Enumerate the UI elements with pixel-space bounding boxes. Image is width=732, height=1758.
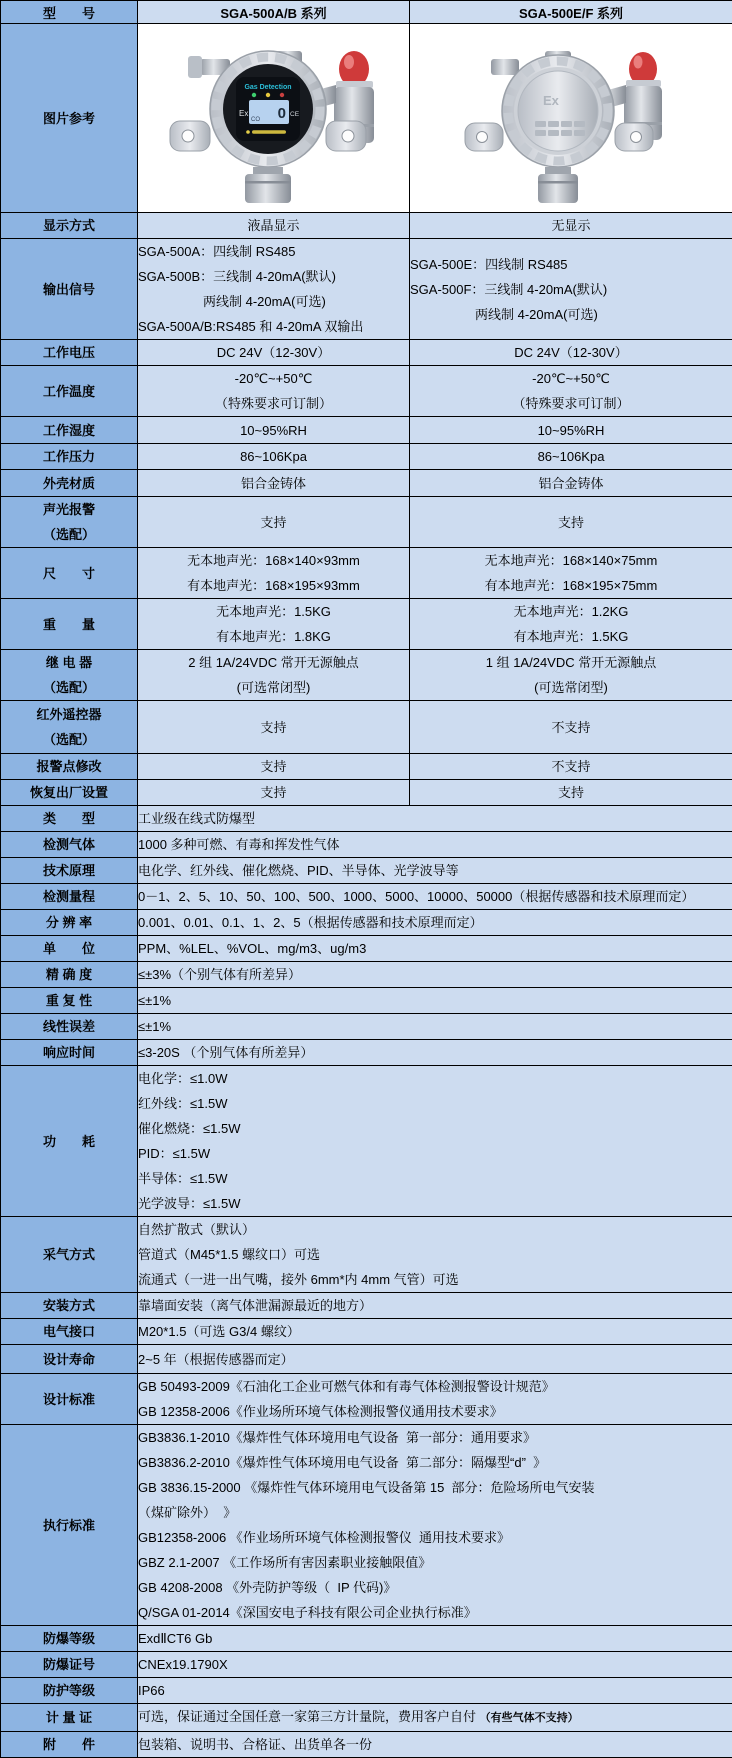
cell-line: 红外遥控器 bbox=[1, 702, 137, 727]
row-response-time bbox=[1, 1040, 732, 1066]
row-factory-reset bbox=[1, 780, 732, 806]
cell-line: 支持 bbox=[138, 510, 409, 535]
cell-line: GB12358-2006 《作业场所环境气体检测报警仪 通用技术要求》 bbox=[138, 1525, 732, 1550]
cell-line: 支持 bbox=[138, 754, 409, 779]
row-label-ir-remote bbox=[1, 701, 138, 754]
cell-line: 分 辨 率 bbox=[1, 910, 137, 935]
cell-line: GB3836.1-2010《爆炸性气体环境用电气设备 第一部分：通用要求》 bbox=[138, 1425, 732, 1450]
cell-line: 支持 bbox=[138, 780, 409, 805]
cell-left-dimensions bbox=[138, 548, 410, 599]
cell-line: （特殊要求可订制） bbox=[410, 391, 732, 416]
cell-line: 1 组 1A/24VDC 常开无源触点 bbox=[410, 650, 732, 675]
cell-line: 支持 bbox=[410, 780, 732, 805]
row-electrical-port bbox=[1, 1319, 732, 1345]
cell-design-life bbox=[138, 1345, 732, 1374]
row-dimensions bbox=[1, 548, 732, 599]
row-label-exproof-grade bbox=[1, 1626, 138, 1652]
row-linearity bbox=[1, 1014, 732, 1040]
cell-line: （煤矿除外） 》 bbox=[138, 1500, 732, 1525]
cell-repeatability bbox=[138, 988, 732, 1014]
cell-line: 半导体：≤1.5W bbox=[138, 1166, 732, 1191]
row-label-pressure bbox=[1, 444, 138, 470]
cell-line: 流通式（一进一出气嘴，接外 6mm*内 4mm 气管）可选 bbox=[138, 1267, 732, 1292]
row-power bbox=[1, 1066, 732, 1217]
cell-line: 无本地声光：1.5KG bbox=[138, 599, 409, 624]
cell-principle bbox=[138, 858, 732, 884]
row-label-sound-light-alarm bbox=[1, 497, 138, 548]
header-model-label: 型 号 bbox=[1, 1, 138, 24]
row-humidity bbox=[1, 417, 732, 444]
cell-line: 管道式（M45*1.5 螺纹口）可选 bbox=[138, 1242, 732, 1267]
cell-line: 0.001、0.01、0.1、1、2、5（根据传感器和技术原理而定） bbox=[138, 910, 732, 935]
cell-line: 工作压力 bbox=[1, 444, 137, 469]
row-gases bbox=[1, 832, 732, 858]
cell-line: 电化学、红外线、催化燃烧、PID、半导体、光学波导等 bbox=[138, 858, 732, 883]
cell-line: 催化燃烧：≤1.5W bbox=[138, 1116, 732, 1141]
cell-line: 继 电 器 bbox=[1, 650, 137, 675]
cell-line: 执行标准 bbox=[1, 1513, 137, 1538]
cell-line: 不支持 bbox=[410, 754, 732, 779]
row-weight bbox=[1, 599, 732, 650]
cell-line: -20℃~+50℃ bbox=[410, 366, 732, 391]
cell-line: 外壳材质 bbox=[1, 471, 137, 496]
cell-line: 图片参考 bbox=[1, 106, 137, 131]
cell-line: 靠墙面安装（离气体泄漏源最近的地方） bbox=[138, 1293, 732, 1318]
row-label-principle bbox=[1, 858, 138, 884]
cell-right-weight bbox=[410, 599, 732, 650]
cell-left-alarm-point-edit bbox=[138, 754, 410, 780]
product-photo-cell-a bbox=[138, 24, 410, 213]
row-label-gases bbox=[1, 832, 138, 858]
cell-line: -20℃~+50℃ bbox=[138, 366, 409, 391]
row-exproof-cert bbox=[1, 1652, 732, 1678]
cell-line bbox=[138, 1704, 732, 1731]
cell-line: 采气方式 bbox=[1, 1242, 137, 1267]
cell-line: （选配） bbox=[1, 522, 137, 547]
cell-right-alarm-point-edit bbox=[410, 754, 732, 780]
row-label-response-time bbox=[1, 1040, 138, 1066]
header-series-ab: SGA-500A/B 系列 bbox=[138, 1, 410, 24]
cell-left-humidity bbox=[138, 417, 410, 444]
lcd-gas-text: CO bbox=[251, 117, 260, 123]
cell-left-output-signal bbox=[138, 239, 410, 340]
cell-installation bbox=[138, 1293, 732, 1319]
product-photo-cell-b bbox=[410, 24, 732, 213]
cell-electrical-port bbox=[138, 1319, 732, 1345]
cell-line: SGA-500A/B:RS485 和 4-20mA 双输出 bbox=[138, 314, 409, 339]
cell-sampling bbox=[138, 1217, 732, 1293]
cell-line: 10~95%RH bbox=[138, 418, 409, 443]
row-repeatability bbox=[1, 988, 732, 1014]
cell-line: 工业级在线式防爆型 bbox=[138, 806, 732, 831]
cell-line: (可选常闭型) bbox=[410, 675, 732, 700]
cell-line: 液晶显示 bbox=[138, 213, 409, 238]
cell-line: 重 复 性 bbox=[1, 988, 137, 1013]
status-led-yellow bbox=[265, 92, 269, 96]
row-label-voltage bbox=[1, 340, 138, 366]
cell-line: 单 位 bbox=[1, 936, 137, 961]
cell-left-housing bbox=[138, 470, 410, 497]
cell-left-pressure bbox=[138, 444, 410, 470]
row-label-units bbox=[1, 936, 138, 962]
cell-response-time bbox=[138, 1040, 732, 1066]
cell-line: 不支持 bbox=[410, 715, 732, 740]
cell-line: ≤±3%（个别气体有所差异） bbox=[138, 962, 732, 987]
cell-line: 铝合金铸体 bbox=[138, 471, 409, 496]
cell-line: SGA-500F：三线制 4-20mA(默认) bbox=[410, 277, 732, 302]
cell-ip-rating bbox=[138, 1678, 732, 1704]
cell-line: 设计标准 bbox=[1, 1387, 137, 1412]
row-ip-rating bbox=[1, 1678, 732, 1704]
row-label-repeatability bbox=[1, 988, 138, 1014]
cell-accuracy bbox=[138, 962, 732, 988]
row-label-image bbox=[1, 24, 138, 213]
cell-right-relay bbox=[410, 650, 732, 701]
cell-line: 精 确 度 bbox=[1, 962, 137, 987]
cell-line: SGA-500E：四线制 RS485 bbox=[410, 252, 732, 277]
cell-line: 1000 多种可燃、有毒和挥发性气体 bbox=[138, 832, 732, 857]
row-temperature bbox=[1, 366, 732, 417]
cell-line: 红外线：≤1.5W bbox=[138, 1091, 732, 1116]
row-label-ip-rating bbox=[1, 1678, 138, 1704]
row-units bbox=[1, 936, 732, 962]
cell-line: 工作电压 bbox=[1, 340, 137, 365]
cell-line: 恢复出厂设置 bbox=[1, 780, 137, 805]
row-voltage bbox=[1, 340, 732, 366]
cell-linearity bbox=[138, 1014, 732, 1040]
row-label-sampling bbox=[1, 1217, 138, 1293]
row-label-resolution bbox=[1, 910, 138, 936]
row-label-electrical-port bbox=[1, 1319, 138, 1345]
cell-left-temperature bbox=[138, 366, 410, 417]
row-label-range bbox=[1, 884, 138, 910]
cell-line: 检测气体 bbox=[1, 832, 137, 857]
cell-line: (可选常闭型) bbox=[138, 675, 409, 700]
detector-b-illustration bbox=[445, 27, 697, 207]
cell-left-sound-light-alarm bbox=[138, 497, 410, 548]
status-led-red bbox=[279, 92, 283, 96]
cell-line: 10~95%RH bbox=[410, 418, 732, 443]
cell-line: 无本地声光：1.2KG bbox=[410, 599, 732, 624]
row-label-type bbox=[1, 806, 138, 832]
cell-line: 线性误差 bbox=[1, 1014, 137, 1039]
cell-line: （特殊要求可订制） bbox=[138, 391, 409, 416]
cell-line: 无本地声光：168×140×75mm bbox=[410, 548, 732, 573]
row-label-relay bbox=[1, 650, 138, 701]
row-label-power bbox=[1, 1066, 138, 1217]
cell-design-standards bbox=[138, 1374, 732, 1425]
row-label-humidity bbox=[1, 417, 138, 444]
cell-line: SGA-500B：三线制 4-20mA(默认) bbox=[138, 264, 409, 289]
row-housing bbox=[1, 470, 732, 497]
cell-line: GB 50493-2009《石油化工企业可燃气体和有毒气体检测报警设计规范》 bbox=[138, 1374, 732, 1399]
cell-line: 自然扩散式（默认） bbox=[138, 1217, 732, 1242]
cell-line: 尺 寸 bbox=[1, 561, 137, 586]
row-type bbox=[1, 806, 732, 832]
row-label-exec-standards bbox=[1, 1425, 138, 1626]
cell-line: 响应时间 bbox=[1, 1040, 137, 1065]
row-design-standards bbox=[1, 1374, 732, 1425]
row-image bbox=[1, 24, 732, 213]
cell-left-display bbox=[138, 213, 410, 239]
row-label-weight bbox=[1, 599, 138, 650]
lcd-value-text: 0 bbox=[277, 105, 285, 122]
row-label-exproof-cert bbox=[1, 1652, 138, 1678]
cell-line: 两线制 4-20mA(可选) bbox=[410, 302, 732, 327]
row-accuracy bbox=[1, 962, 732, 988]
ex-mark-text: Ex bbox=[239, 109, 248, 118]
cell-line: 防护等级 bbox=[1, 1678, 137, 1703]
row-design-life bbox=[1, 1345, 732, 1374]
ex-mark-text: Ex bbox=[543, 93, 560, 108]
row-label-factory-reset bbox=[1, 780, 138, 806]
row-principle bbox=[1, 858, 732, 884]
row-resolution bbox=[1, 910, 732, 936]
cell-right-output-signal bbox=[410, 239, 732, 340]
cell-line: SGA-500A：四线制 RS485 bbox=[138, 239, 409, 264]
cell-line: 支持 bbox=[138, 715, 409, 740]
row-label-installation bbox=[1, 1293, 138, 1319]
cell-left-weight bbox=[138, 599, 410, 650]
row-alarm-point-edit bbox=[1, 754, 732, 780]
cell-line: （选配） bbox=[1, 727, 137, 752]
row-label-design-life bbox=[1, 1345, 138, 1374]
header-row bbox=[1, 1, 732, 24]
cell-line: 技术原理 bbox=[1, 858, 137, 883]
cell-line: 有本地声光：1.5KG bbox=[410, 624, 732, 649]
row-pressure bbox=[1, 444, 732, 470]
cell-type bbox=[138, 806, 732, 832]
row-label-linearity bbox=[1, 1014, 138, 1040]
cell-line: 检测量程 bbox=[1, 884, 137, 909]
cell-range bbox=[138, 884, 732, 910]
cell-line: 有本地声光：1.8KG bbox=[138, 624, 409, 649]
header-series-ef: SGA-500E/F 系列 bbox=[410, 1, 732, 24]
cell-line: 包装箱、说明书、合格证、出货单各一份 bbox=[138, 1732, 732, 1757]
cell-exproof-grade bbox=[138, 1626, 732, 1652]
cell-power bbox=[138, 1066, 732, 1217]
cell-line: 电气接口 bbox=[1, 1319, 137, 1344]
row-ir-remote bbox=[1, 701, 732, 754]
row-label-dimensions bbox=[1, 548, 138, 599]
cell-line: 光学波导：≤1.5W bbox=[138, 1191, 732, 1216]
cell-line: IP66 bbox=[138, 1678, 732, 1703]
cell-line: 重 量 bbox=[1, 612, 137, 637]
cell-line: Q/SGA 01-2014《深国安电子科技有限公司企业执行标准》 bbox=[138, 1600, 732, 1625]
row-label-housing bbox=[1, 470, 138, 497]
cell-line: 设计寿命 bbox=[1, 1347, 137, 1372]
cell-line: 声光报警 bbox=[1, 497, 137, 522]
cell-left-voltage bbox=[138, 340, 410, 366]
cell-line: GB3836.2-2010《爆炸性气体环境用电气设备 第二部分：隔爆型“d” 》 bbox=[138, 1450, 732, 1475]
screen-title-text: Gas Detection bbox=[244, 84, 291, 91]
cell-line: 显示方式 bbox=[1, 213, 137, 238]
cell-line: 支持 bbox=[410, 510, 732, 535]
row-label-design-standards bbox=[1, 1374, 138, 1425]
cell-line: GB 4208-2008 《外壳防护等级（ IP 代码)》 bbox=[138, 1575, 732, 1600]
cell-line: DC 24V（12-30V） bbox=[138, 340, 409, 365]
row-accessories bbox=[1, 1732, 732, 1758]
cell-line: ≤±1% bbox=[138, 988, 732, 1013]
cell-exproof-cert bbox=[138, 1652, 732, 1678]
cell-line: GB 12358-2006《作业场所环境气体检测报警仪通用技术要求》 bbox=[138, 1399, 732, 1424]
row-label-alarm-point-edit bbox=[1, 754, 138, 780]
cell-line: 2 组 1A/24VDC 常开无源触点 bbox=[138, 650, 409, 675]
cell-line: 功 耗 bbox=[1, 1129, 137, 1154]
cell-line: 附 件 bbox=[1, 1732, 137, 1757]
cell-metrology-cert bbox=[138, 1704, 732, 1732]
row-sound-light-alarm bbox=[1, 497, 732, 548]
cell-line: 防爆证号 bbox=[1, 1652, 137, 1677]
cell-gases bbox=[138, 832, 732, 858]
row-label-accuracy bbox=[1, 962, 138, 988]
cell-line: 0－1、2、5、10、50、100、500、1000、5000、10000、50000（根据传感器和技术原理而定） bbox=[138, 884, 732, 909]
cell-right-factory-reset bbox=[410, 780, 732, 806]
cell-line: 无显示 bbox=[410, 213, 732, 238]
cell-line: GBZ 2.1-2007 《工作场所有害因素职业接触限值》 bbox=[138, 1550, 732, 1575]
row-label-metrology-cert bbox=[1, 1704, 138, 1732]
cell-line: M20*1.5（可选 G3/4 螺纹） bbox=[138, 1319, 732, 1344]
row-installation bbox=[1, 1293, 732, 1319]
cell-left-ir-remote bbox=[138, 701, 410, 754]
row-metrology-cert bbox=[1, 1704, 732, 1732]
status-led-green bbox=[251, 92, 255, 96]
cell-line: 无本地声光：168×140×93mm bbox=[138, 548, 409, 573]
cell-line: ExdⅡCT6 Gb bbox=[138, 1626, 732, 1651]
cell-line: 86~106Kpa bbox=[138, 444, 409, 469]
cell-right-temperature bbox=[410, 366, 732, 417]
detector-a-illustration bbox=[148, 27, 400, 207]
cell-text: 可选，保证通过全国任意一家第三方计量院，费用客户自付 bbox=[138, 1709, 480, 1724]
cell-right-housing bbox=[410, 470, 732, 497]
cell-right-humidity bbox=[410, 417, 732, 444]
row-label-accessories bbox=[1, 1732, 138, 1758]
cell-left-factory-reset bbox=[138, 780, 410, 806]
cell-line: 2~5 年（根据传感器而定） bbox=[138, 1347, 732, 1372]
ce-mark-text: CE bbox=[290, 111, 300, 118]
row-output-signal bbox=[1, 239, 732, 340]
row-sampling bbox=[1, 1217, 732, 1293]
cell-line: 输出信号 bbox=[1, 277, 137, 302]
cell-line: PPM、%LEL、%VOL、mg/m3、ug/m3 bbox=[138, 936, 732, 961]
cell-exec-standards bbox=[138, 1425, 732, 1626]
row-exec-standards bbox=[1, 1425, 732, 1626]
cell-right-sound-light-alarm bbox=[410, 497, 732, 548]
cell-right-pressure bbox=[410, 444, 732, 470]
cell-right-voltage bbox=[410, 340, 732, 366]
row-range bbox=[1, 884, 732, 910]
cell-line: 工作湿度 bbox=[1, 418, 137, 443]
cell-line: 两线制 4-20mA(可选) bbox=[138, 289, 409, 314]
cell-accessories bbox=[138, 1732, 732, 1758]
cell-line: 计 量 证 bbox=[1, 1705, 137, 1730]
cell-line: 有本地声光：168×195×93mm bbox=[138, 573, 409, 598]
cell-line: ≤±1% bbox=[138, 1014, 732, 1039]
cell-line: 有本地声光：168×195×75mm bbox=[410, 573, 732, 598]
row-label-display bbox=[1, 213, 138, 239]
cell-line: 类 型 bbox=[1, 806, 137, 831]
cell-right-display bbox=[410, 213, 732, 239]
cell-line: 防爆等级 bbox=[1, 1626, 137, 1651]
cell-line: 工作温度 bbox=[1, 379, 137, 404]
cell-line: 铝合金铸体 bbox=[410, 471, 732, 496]
cell-line: CNEx19.1790X bbox=[138, 1652, 732, 1677]
cell-line: ≤3-20S （个别气体有所差异） bbox=[138, 1040, 732, 1065]
row-label-output-signal bbox=[1, 239, 138, 340]
row-label-temperature bbox=[1, 366, 138, 417]
cell-note-bold: （有些气体不支持） bbox=[480, 1712, 579, 1724]
cell-right-ir-remote bbox=[410, 701, 732, 754]
cell-left-relay bbox=[138, 650, 410, 701]
row-display bbox=[1, 213, 732, 239]
cell-line: 86~106Kpa bbox=[410, 444, 732, 469]
cell-line: 报警点修改 bbox=[1, 754, 137, 779]
row-exproof-grade bbox=[1, 1626, 732, 1652]
cell-line: （选配） bbox=[1, 675, 137, 700]
cell-resolution bbox=[138, 910, 732, 936]
cell-line: DC 24V（12-30V） bbox=[410, 340, 732, 365]
cell-line: GB 3836.15-2000 《爆炸性气体环境用电气设备第 15 部分：危险场所电气安装 bbox=[138, 1475, 732, 1500]
cell-line: 安装方式 bbox=[1, 1293, 137, 1318]
cell-line: PID：≤1.5W bbox=[138, 1141, 732, 1166]
cell-line: 电化学：≤1.0W bbox=[138, 1066, 732, 1091]
cell-units bbox=[138, 936, 732, 962]
row-relay bbox=[1, 650, 732, 701]
cell-right-dimensions bbox=[410, 548, 732, 599]
